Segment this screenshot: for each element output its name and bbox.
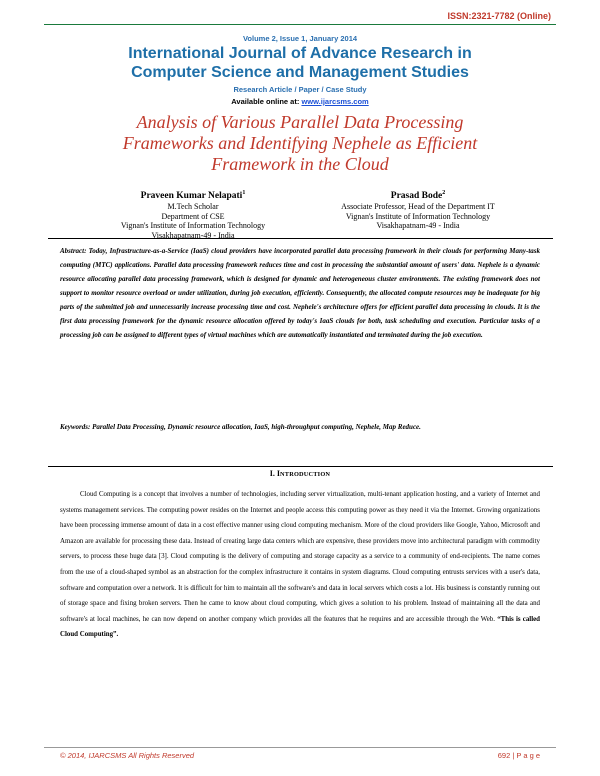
section-initial: I <box>276 469 281 478</box>
paper-title-line-1: Analysis of Various Parallel Data Processing <box>136 112 464 132</box>
footer-rule <box>44 747 556 748</box>
copyright: © 2014, IJARCSMS All Rights Reserved <box>60 751 195 760</box>
keywords: Keywords: Parallel Data Processing, Dynamic resource allocation, IaaS, high-throughput computing, Nephele, Map Reduce. <box>60 423 421 431</box>
abstract: Abstract: Today, Infrastructure-as-a-Service (IaaS) cloud providers have incorporated parallel data processing framework in their clouds for performing Many-task computing (MTC) applications. Parallel data processing framework reduces time and cost in processing the substantial amount of users' data. Nephele is a dynamic resource allocating parallel data processing framework, which is designed for dynamic and heterogeneous cluster environments. The existing framework does not support to monitor resource overload or under utilization, during job execution, efficiently. Consequently, the allocated compute resources may be inadequate for big parts of the submitted job and unnecessarily increase processing time and cost. Nephele's architecture offers for efficient parallel data processing in clouds. It is the first data processing framework for the dynamic resource allocation offered by today's IaaS clouds for both, task scheduling and execution. Particular tasks of a processing job can be assigned to different types of virtual machines which are automatically instantiated and terminated during the job execution. <box>60 247 540 339</box>
author-2-line: Associate Professor, Head of the Department IT <box>341 202 495 212</box>
page-number: 692 | P a g e <box>497 751 540 760</box>
author-1-line: Visakhapatnam-49 - India <box>151 230 235 240</box>
author-2-line: Vignan's Institute of Information Technology <box>345 211 491 221</box>
author-1-line: M.Tech Scholar <box>167 202 219 212</box>
section-title-rest: NTRODUCTION <box>280 471 331 478</box>
research-type: Research Article / Paper / Case Study <box>233 85 367 94</box>
journal-title <box>0 44 600 82</box>
journal-title-line-1: International Journal of Advance Research in <box>128 45 472 62</box>
author-2-name: Prasad Bode$^2$ <box>390 190 446 202</box>
introduction-bold-end: “This is called Cloud Computing”. <box>60 615 540 639</box>
author-2-sup: 2 <box>442 190 446 196</box>
issn-label: ISSN:2321-7782 (Online) <box>447 11 551 21</box>
volume-issue: Volume 2, Issue 1, January 2014 <box>242 34 358 43</box>
paper-title-line-2: Frameworks and Identifying Nephele as Efficient <box>122 133 478 153</box>
author-1-line: Department of CSE <box>161 211 225 221</box>
available-label: Available online at: <box>231 97 300 106</box>
section-number: I. <box>269 469 275 478</box>
paper-title <box>40 112 560 175</box>
header-rule <box>44 24 556 25</box>
introduction-text: Cloud Computing is a concept that involves a number of technologies, including server virtualization, multi-tenant application hosting, and a variety of Internet and systems management services. The computing power resides on the Internet and people access this computing power as they need it via the Internet. Growing organizations have been processing immense amount of data in a cost effective manner using cloud computing mechanism. More of the cloud providers like Google, Yahoo, Microsoft and Amazon are available for processing these data. Instead of creating large data centers which are expensive, these providers move into architectural paradigm with commodity servers, to process these huge data [3]. Cloud computing is the delivery of computing and storage capacity as a service to a community of end-recipients. The name comes from the use of a cloud-shaped symbol as an abstraction for the complex infrastructure it contains in system diagrams. Cloud computing entrusts services with a user's data, software and computation over a network. It is difficult for him to maintain all the software's and data in local servers which costs a lot. His business is constantly running out of storage space and fixing broken servers. Then he came to know about cloud computing, which gives a solution to his problem. Instead of maintaining all the data and software's at local machines, he can now depend on another company which provides all the features that he requires and are accessible through the Web. <box>60 491 540 623</box>
author-1-name: Praveen Kumar Nelapati$^1$ <box>140 190 246 202</box>
author-2-line: Visakhapatnam-49 - India <box>376 221 460 231</box>
journal-title-line-2: Computer Science and Management Studies <box>131 64 469 81</box>
available-online <box>0 97 600 106</box>
introduction-paragraph <box>60 487 540 643</box>
author-1 <box>93 188 293 240</box>
author-1-sup: 1 <box>242 190 246 196</box>
section-heading <box>0 469 600 478</box>
journal-url-link[interactable]: www.ijarcsms.com <box>301 97 369 106</box>
paper-title-line-3: Framework in the Cloud <box>211 154 389 174</box>
author-1-line: Vignan's Institute of Information Technology <box>120 221 266 231</box>
author-2 <box>298 188 538 231</box>
